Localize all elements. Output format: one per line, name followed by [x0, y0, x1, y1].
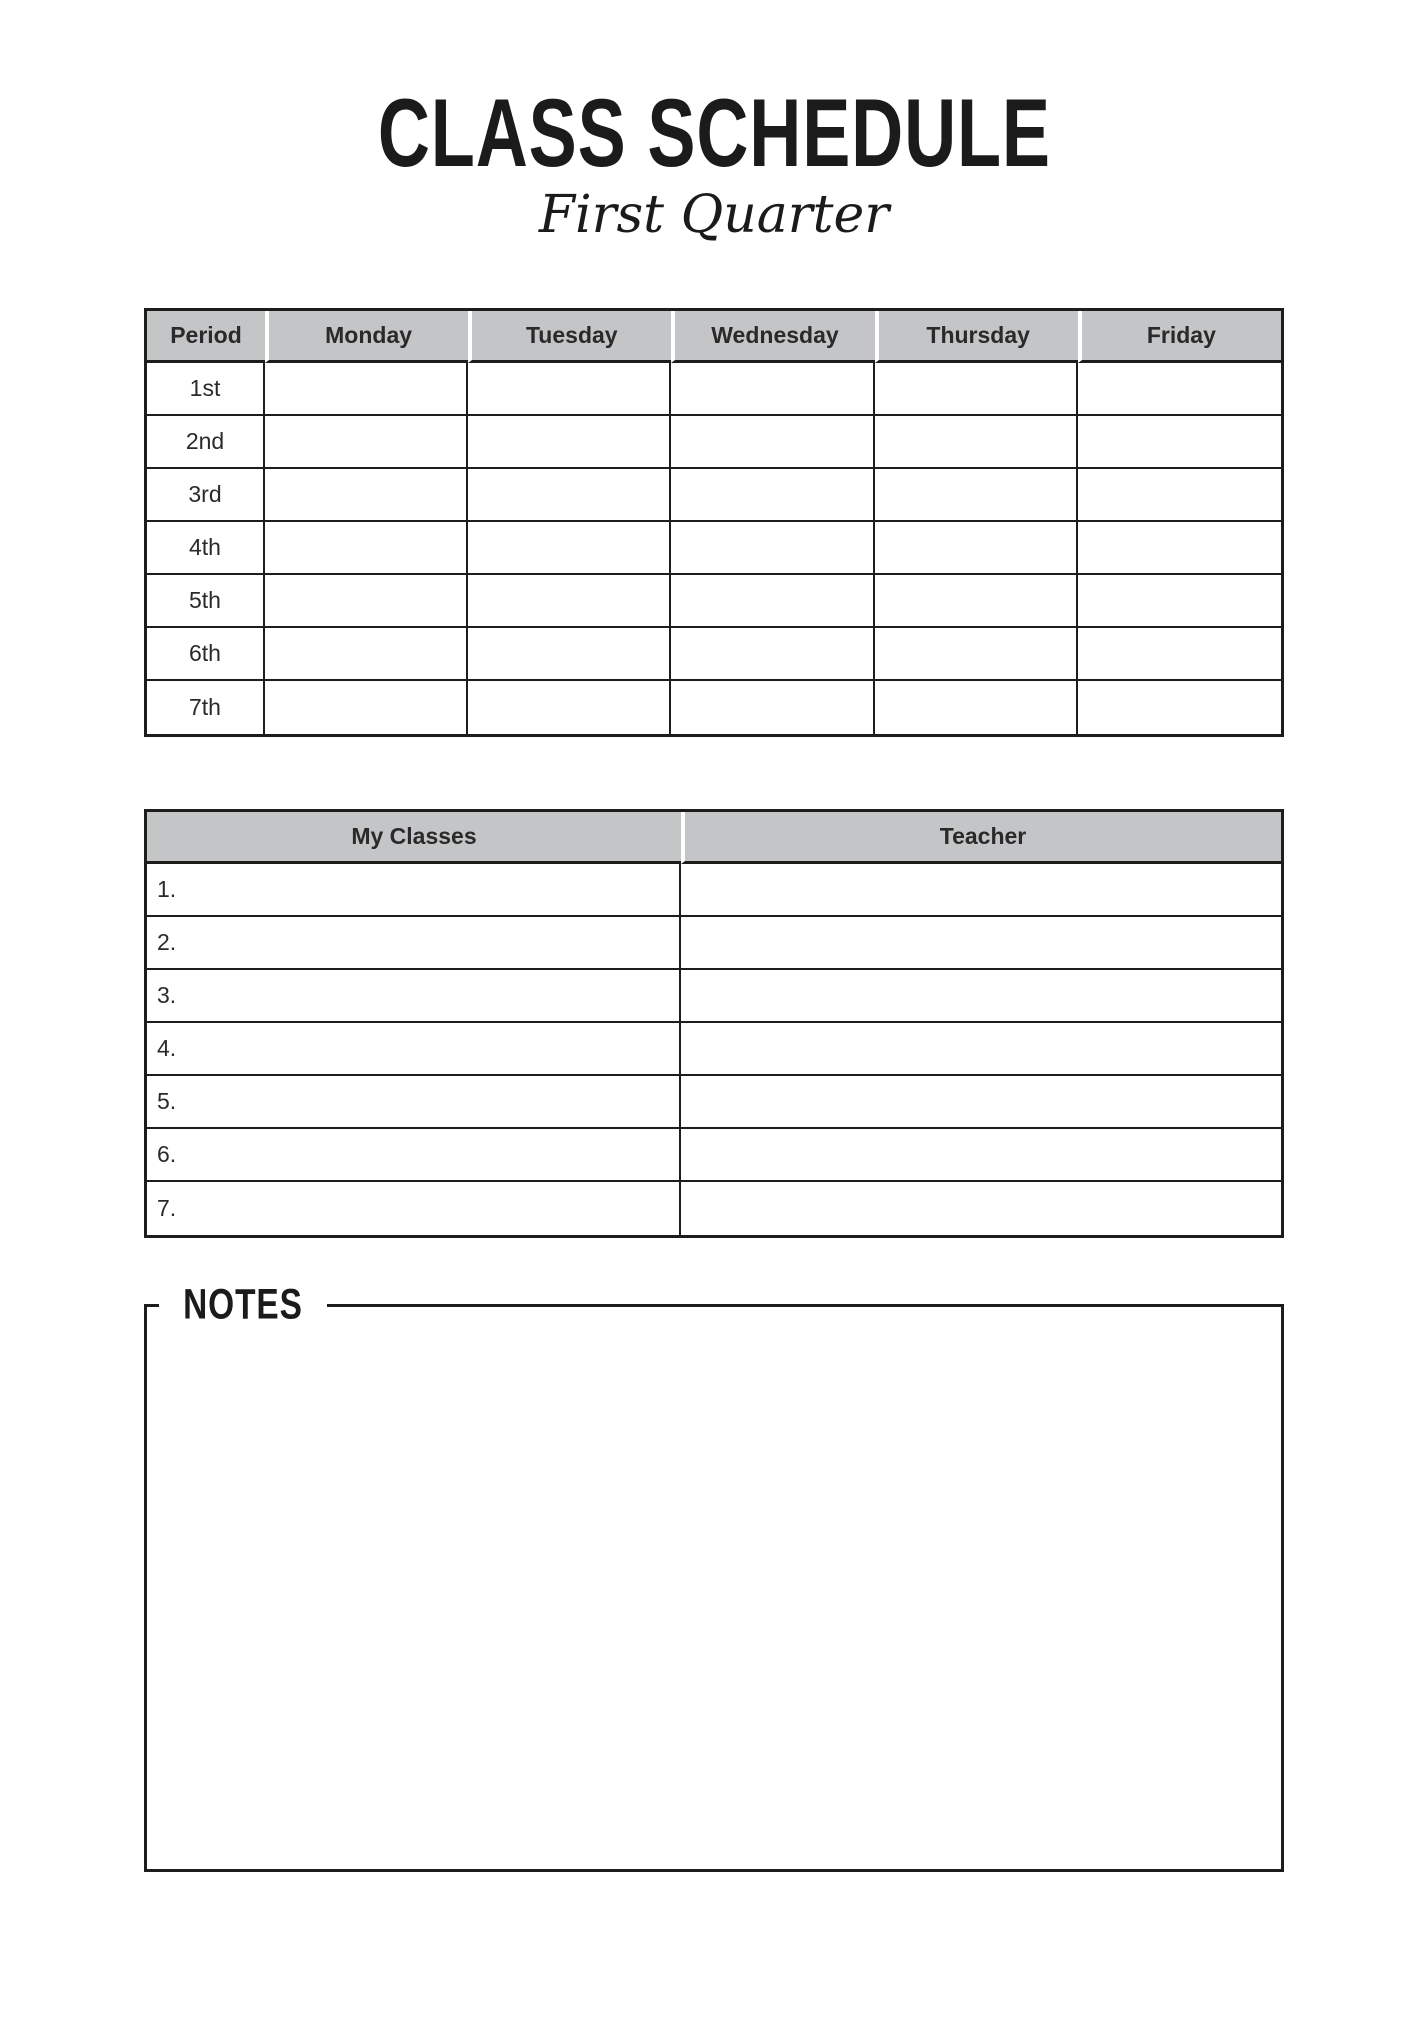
schedule-cell: [1078, 628, 1281, 681]
class-number-label: 1.: [147, 864, 681, 917]
schedule-cell: [875, 363, 1078, 416]
schedule-cell: [468, 363, 671, 416]
teacher-cell: [681, 1023, 1281, 1076]
page-title: CLASS SCHEDULE: [377, 78, 1051, 187]
schedule-cell: [875, 469, 1078, 522]
classes-row: [147, 1129, 1281, 1182]
teacher-cell: [681, 864, 1281, 917]
schedule-cell: [265, 628, 468, 681]
notes-label: NOTES: [183, 1281, 303, 1329]
schedule-cell: [468, 522, 671, 575]
period-label: 3rd: [147, 469, 265, 522]
class-number-label: 4.: [147, 1023, 681, 1076]
classes-header-teacher: Teacher: [681, 812, 1281, 864]
schedule-cell: [468, 416, 671, 469]
schedule-cell: [671, 575, 874, 628]
schedule-cell: [875, 416, 1078, 469]
schedule-cell: [1078, 681, 1281, 734]
schedule-cell: [265, 522, 468, 575]
schedule-cell: [875, 628, 1078, 681]
classes-row: [147, 1076, 1281, 1129]
schedule-row: [147, 416, 1281, 469]
schedule-header-thursday: Thursday: [875, 311, 1078, 363]
page-subtitle: First Quarter: [538, 184, 890, 245]
schedule-row: [147, 575, 1281, 628]
class-number-label: 3.: [147, 970, 681, 1023]
classes-header-my-classes: My Classes: [147, 812, 681, 864]
page-header: [0, 0, 1428, 246]
schedule-cell: [671, 628, 874, 681]
teacher-cell: [681, 1129, 1281, 1182]
schedule-cell: [1078, 469, 1281, 522]
class-number-label: 5.: [147, 1076, 681, 1129]
schedule-header-row: [147, 311, 1281, 363]
schedule-row: [147, 363, 1281, 416]
schedule-cell: [265, 469, 468, 522]
schedule-header-friday: Friday: [1078, 311, 1281, 363]
notes-section: [144, 1281, 1284, 1872]
classes-row: [147, 1182, 1281, 1235]
schedule-row: [147, 628, 1281, 681]
classes-row: [147, 917, 1281, 970]
teacher-cell: [681, 970, 1281, 1023]
classes-row: [147, 864, 1281, 917]
period-label: 7th: [147, 681, 265, 734]
schedule-cell: [875, 522, 1078, 575]
period-label: 4th: [147, 522, 265, 575]
class-number-label: 6.: [147, 1129, 681, 1182]
schedule-header-tuesday: Tuesday: [468, 311, 671, 363]
classes-row: [147, 1023, 1281, 1076]
schedule-cell: [468, 469, 671, 522]
schedule-cell: [265, 363, 468, 416]
schedule-cell: [875, 575, 1078, 628]
teacher-cell: [681, 1182, 1281, 1235]
schedule-cell: [468, 628, 671, 681]
schedule-cell: [671, 363, 874, 416]
period-label: 5th: [147, 575, 265, 628]
schedule-table: [144, 308, 1284, 737]
schedule-header-period: Period: [147, 311, 265, 363]
schedule-cell: [265, 575, 468, 628]
teacher-cell: [681, 917, 1281, 970]
period-label: 2nd: [147, 416, 265, 469]
schedule-cell: [265, 681, 468, 734]
schedule-cell: [468, 575, 671, 628]
schedule-cell: [671, 469, 874, 522]
class-number-label: 2.: [147, 917, 681, 970]
schedule-cell: [1078, 575, 1281, 628]
schedule-row: [147, 681, 1281, 734]
schedule-header-monday: Monday: [265, 311, 468, 363]
classes-row: [147, 970, 1281, 1023]
schedule-cell: [671, 522, 874, 575]
schedule-cell: [671, 416, 874, 469]
period-label: 1st: [147, 363, 265, 416]
teacher-cell: [681, 1076, 1281, 1129]
class-number-label: 7.: [147, 1182, 681, 1235]
schedule-cell: [1078, 522, 1281, 575]
schedule-cell: [1078, 416, 1281, 469]
classes-table: [144, 809, 1284, 1238]
schedule-cell: [265, 416, 468, 469]
schedule-header-wednesday: Wednesday: [671, 311, 874, 363]
period-label: 6th: [147, 628, 265, 681]
schedule-cell: [1078, 363, 1281, 416]
schedule-cell: [468, 681, 671, 734]
schedule-cell: [671, 681, 874, 734]
schedule-row: [147, 469, 1281, 522]
schedule-row: [147, 522, 1281, 575]
schedule-cell: [875, 681, 1078, 734]
classes-header-row: [147, 812, 1281, 864]
